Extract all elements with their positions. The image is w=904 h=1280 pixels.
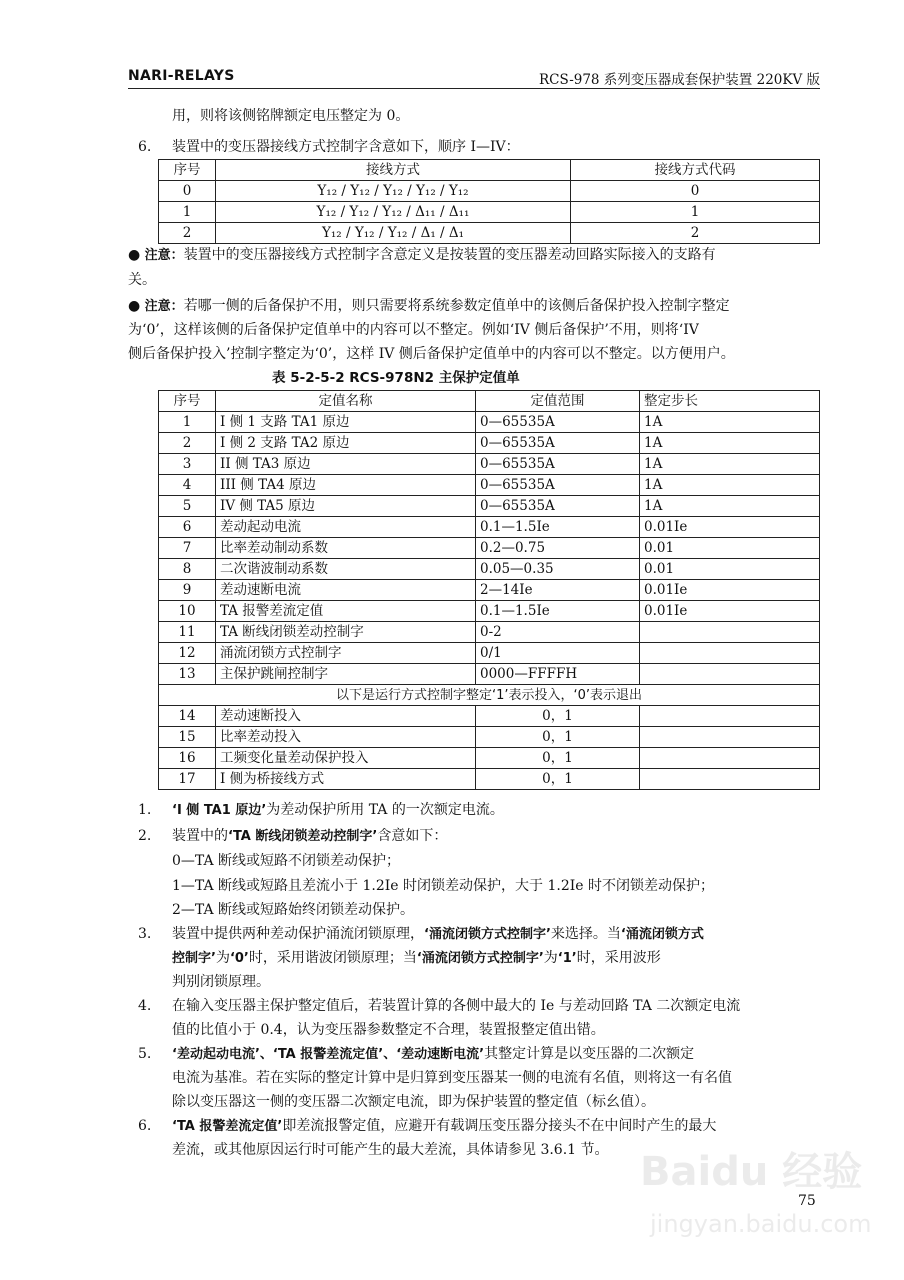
table-row — [159, 622, 820, 643]
cell: 6 — [159, 517, 216, 538]
cell: TA 断线闭锁差动控制字 — [216, 622, 476, 643]
text: 含意如下： — [377, 828, 448, 844]
table-row — [159, 664, 820, 685]
cell: Y₁₂ / Y₁₂ / Y₁₂ / Δ₁ / Δ₁ — [216, 223, 571, 244]
document-title: RCS-978 系列变压器成套保护装置 220KV 版 — [538, 72, 820, 88]
cell: 16 — [159, 748, 216, 769]
note-line — [172, 1116, 716, 1137]
cell: TA 报警差流定值 — [216, 601, 476, 622]
note-text-cont: 为‘0’，这样该侧的后备保护定值单中的内容可以不整定。例如‘IV 侧后备保护’不用，则将‘IV — [128, 322, 699, 338]
header-cell: 接线方式代码 — [571, 160, 820, 181]
cell: 1A — [640, 496, 820, 517]
emphasis: ‘涌流闭锁方式 — [620, 927, 704, 942]
cell: Y₁₂ / Y₁₂ / Y₁₂ / Y₁₂ / Y₁₂ — [216, 181, 571, 202]
cell: 1A — [640, 454, 820, 475]
emphasis: 控制字’ — [172, 951, 216, 966]
cell: 主保护跳闸控制字 — [216, 664, 476, 685]
cell: 14 — [159, 706, 216, 727]
cell: 2—14Ie — [476, 580, 640, 601]
note-line — [172, 826, 447, 847]
note-line — [172, 800, 504, 821]
table-row — [159, 643, 820, 664]
note-line: 判别闭锁原理。 — [172, 974, 270, 990]
sub-line: 0—TA 断线或短路不闭锁差动保护； — [172, 853, 401, 869]
cell: 1A — [640, 433, 820, 454]
note-line — [172, 1044, 694, 1065]
cell: 二次谐波制动系数 — [216, 559, 476, 580]
note-label: 注意： — [144, 248, 184, 263]
cell: 0—65535A — [476, 412, 640, 433]
header-cell: 定值名称 — [216, 391, 476, 412]
cell: 工频变化量差动保护投入 — [216, 748, 476, 769]
sub-line: 2—TA 断线或短路始终闭锁差动保护。 — [172, 902, 415, 918]
cell: 0.05—0.35 — [476, 559, 640, 580]
cell: 8 — [159, 559, 216, 580]
text: 其整定计算是以变压器的二次额定 — [484, 1046, 695, 1062]
text: 即差流报警定值，应避开有载调压变压器分接头不在中间时产生的最大 — [282, 1118, 717, 1134]
cell: 0 — [571, 181, 820, 202]
cell: Y₁₂ / Y₁₂ / Y₁₂ / Δ₁₁ / Δ₁₁ — [216, 202, 571, 223]
emphasis: ‘涌流闭锁方式控制字’ — [424, 927, 551, 942]
cell: 2 — [159, 223, 216, 244]
cell: 涌流闭锁方式控制字 — [216, 643, 476, 664]
watermark-logo: Baidu 经验 — [640, 1149, 863, 1195]
cell: 13 — [159, 664, 216, 685]
note-text: 装置中的变压器接线方式控制字含意定义是按装置的变压器差动回路实际接入的支路有 — [183, 247, 716, 263]
note-line: 值的比值小于 0.4，认为变压器参数整定不合理，装置报整定值出错。 — [172, 1022, 605, 1038]
watermark-url: jingyan.baidu.com — [650, 1210, 872, 1238]
text: 为差动保护所用 TA 的一次额定电流。 — [266, 802, 504, 818]
cell — [640, 748, 820, 769]
cell: 差动起动电流 — [216, 517, 476, 538]
note-number: 3. — [138, 926, 152, 942]
emphasis: ‘TA 断线闭锁差动控制字’ — [228, 829, 378, 844]
item-number: 6. — [138, 139, 152, 155]
cell — [640, 769, 820, 790]
emphasis: ‘TA 报警差流定值’ — [172, 1119, 283, 1134]
table-row — [159, 202, 820, 223]
note-line — [172, 948, 661, 969]
note-line: 在输入变压器主保护整定值后，若装置计算的各侧中最大的 Ie 与差动回路 TA 二次额定电流 — [172, 998, 741, 1014]
table-row — [159, 412, 820, 433]
note-number: 2. — [138, 828, 152, 844]
cell: 0—65535A — [476, 496, 640, 517]
note-number: 5. — [138, 1046, 152, 1062]
cell: 0.1—1.5Ie — [476, 517, 640, 538]
table-row — [159, 706, 820, 727]
cell — [640, 643, 820, 664]
note-1 — [128, 245, 716, 266]
table-row — [159, 475, 820, 496]
note-line: 差流，或其他原因运行时可能产生的最大差流，具体请参见 3.6.1 节。 — [172, 1142, 609, 1158]
cell: 差动速断电流 — [216, 580, 476, 601]
note-line — [172, 924, 704, 945]
cell: 0.1—1.5Ie — [476, 601, 640, 622]
cell: I 侧 1 支路 TA1 原边 — [216, 412, 476, 433]
cell — [640, 706, 820, 727]
table-row — [159, 454, 820, 475]
cell: 0.01Ie — [640, 580, 820, 601]
cell: 0—65535A — [476, 454, 640, 475]
header-cell: 定值范围 — [476, 391, 640, 412]
table-row — [159, 580, 820, 601]
cell: 3 — [159, 454, 216, 475]
cell: 0，1 — [476, 706, 640, 727]
cell: 0.2—0.75 — [476, 538, 640, 559]
cell: 0，1 — [476, 748, 640, 769]
cell: 7 — [159, 538, 216, 559]
note-line: 电流为基准。若在实际的整定计算中是归算到变压器某一侧的电流有名值，则将这一有名值 — [172, 1070, 732, 1086]
cell: I 侧为桥接线方式 — [216, 769, 476, 790]
cell — [640, 622, 820, 643]
cell: 1A — [640, 412, 820, 433]
table-row — [159, 538, 820, 559]
table-row — [159, 223, 820, 244]
brand-name: NARI-RELAYS — [128, 68, 235, 84]
cell: 2 — [571, 223, 820, 244]
note-number: 6. — [138, 1118, 152, 1134]
text: 来选择。当 — [550, 926, 621, 942]
table-row — [159, 433, 820, 454]
sub-line: 1—TA 断线或短路且差流小于 1.2Ie 时闭锁差动保护，大于 1.2Ie 时不闭锁差动保护； — [172, 878, 714, 894]
cell: 0.01Ie — [640, 517, 820, 538]
cell: 9 — [159, 580, 216, 601]
text: 时，采用波形 — [576, 950, 661, 966]
table-row — [159, 181, 820, 202]
page-number: 75 — [798, 1193, 816, 1209]
cell: 0.01Ie — [640, 601, 820, 622]
text: 时，采用谐波闭锁原理；当 — [248, 950, 417, 966]
cell: 1 — [159, 412, 216, 433]
cell: I 侧 2 支路 TA2 原边 — [216, 433, 476, 454]
text: 装置中的 — [172, 828, 228, 844]
table-row — [159, 727, 820, 748]
wiring-table — [158, 159, 820, 244]
cell: 0—65535A — [476, 433, 640, 454]
cell: 0—65535A — [476, 475, 640, 496]
note-text: 若哪一侧的后备保护不用，则只需要将系统参数定值单中的该侧后备保护投入控制字整定 — [183, 298, 730, 314]
cell: III 侧 TA4 原边 — [216, 475, 476, 496]
cell: 12 — [159, 643, 216, 664]
bullet-icon: ● — [128, 298, 141, 314]
baidu-watermark — [640, 1140, 880, 1250]
emphasis: ‘I 侧 TA1 原边’ — [172, 803, 267, 818]
cell: 0 — [159, 181, 216, 202]
page-header — [128, 66, 820, 89]
table-row — [159, 517, 820, 538]
item-text: 装置中的变压器接线方式控制字含意如下，顺序 I—IV： — [172, 139, 520, 155]
continued-line: 用，则将该侧铭牌额定电压整定为 0。 — [172, 108, 410, 124]
emphasis: ‘差动起动电流’、‘TA 报警差流定值’、‘差动速断电流’ — [172, 1047, 485, 1062]
cell: 0.01 — [640, 559, 820, 580]
cell: 1 — [159, 202, 216, 223]
note-number: 4. — [138, 998, 152, 1014]
cell: 0.01 — [640, 538, 820, 559]
note-text-cont: 关。 — [128, 272, 156, 288]
header-cell: 整定步长 — [640, 391, 820, 412]
cell: 11 — [159, 622, 216, 643]
note-number: 1. — [138, 802, 152, 818]
cell — [640, 664, 820, 685]
emphasis: ‘1’ — [557, 951, 577, 966]
cell: II 侧 TA3 原边 — [216, 454, 476, 475]
emphasis: ‘0’ — [229, 951, 249, 966]
cell: 1A — [640, 475, 820, 496]
note-2 — [128, 296, 730, 317]
header-cell: 接线方式 — [216, 160, 571, 181]
cell: 5 — [159, 496, 216, 517]
bullet-icon: ● — [128, 247, 141, 263]
table-row — [159, 769, 820, 790]
span-row — [159, 685, 820, 706]
table-row — [159, 601, 820, 622]
note-label: 注意： — [144, 299, 184, 314]
text: 装置中提供两种差动保护涌流闭锁原理， — [172, 926, 424, 942]
cell: 4 — [159, 475, 216, 496]
cell: 比率差动投入 — [216, 727, 476, 748]
cell: 15 — [159, 727, 216, 748]
cell — [640, 727, 820, 748]
table-row — [159, 559, 820, 580]
cell: IV 侧 TA5 原边 — [216, 496, 476, 517]
cell: 2 — [159, 433, 216, 454]
cell: 0-2 — [476, 622, 640, 643]
emphasis: ‘涌流闭锁方式控制字’ — [416, 951, 544, 966]
table-row — [159, 496, 820, 517]
note-line: 除以变压器这一侧的变压器二次额定电流，即为保护装置的整定值（标幺值）。 — [172, 1094, 655, 1110]
table-caption: 表 5-2-5-2 RCS-978N2 主保护定值单 — [272, 370, 520, 386]
cell: 17 — [159, 769, 216, 790]
text: 为 — [215, 950, 230, 966]
cell: 0/1 — [476, 643, 640, 664]
header-cell: 序号 — [159, 160, 216, 181]
cell: 比率差动制动系数 — [216, 538, 476, 559]
cell: 0，1 — [476, 769, 640, 790]
cell: 0，1 — [476, 727, 640, 748]
cell: 1 — [571, 202, 820, 223]
note-text-cont: 侧后备保护投入’控制字整定为‘0’，这样 IV 侧后备保护定值单中的内容可以不整定。以方便用户。 — [128, 346, 735, 362]
table-row — [159, 748, 820, 769]
cell: 差动速断投入 — [216, 706, 476, 727]
text: 为 — [543, 950, 558, 966]
cell: 10 — [159, 601, 216, 622]
header-cell: 序号 — [159, 391, 216, 412]
span-cell: 以下是运行方式控制字整定‘1’表示投入，‘0’表示退出 — [159, 685, 820, 706]
main-protection-table — [158, 390, 820, 790]
cell: 0000—FFFFH — [476, 664, 640, 685]
